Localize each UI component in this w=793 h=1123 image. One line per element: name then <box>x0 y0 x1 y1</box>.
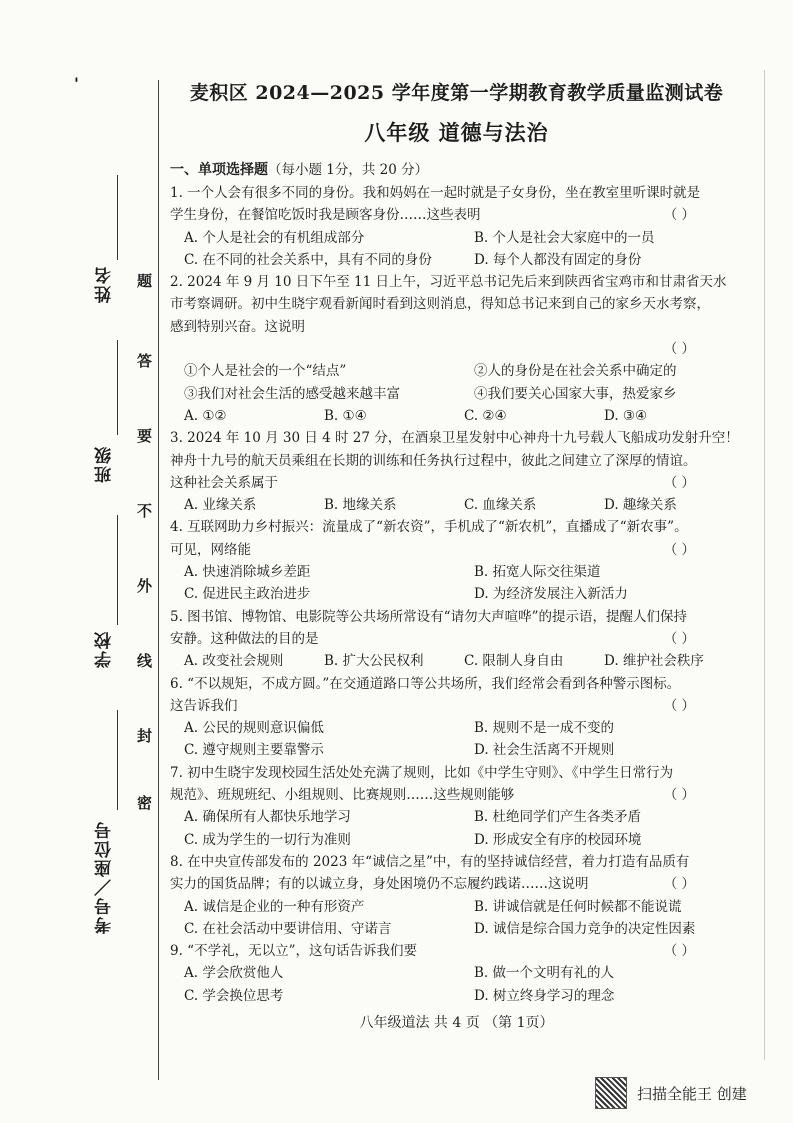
option-b[interactable]: B. 个人是社会大家庭中的一员 <box>474 229 655 246</box>
question-stem-line <box>170 628 725 650</box>
option-row <box>170 405 725 427</box>
question-stem-line: 4. 互联网助力乡村振兴：流量成了“新农资”，手机成了“新农机”，直播成了“新农事”。 <box>170 519 688 536</box>
question-stem-line: 1. 一个人会有很多不同的身份。我和妈妈在一起时就是子女身份，坐在教室里听课时就是 <box>170 185 701 201</box>
option-row <box>170 985 725 1007</box>
binding-seal-line <box>158 80 159 1080</box>
option-b[interactable]: B. 做一个文明有礼的人 <box>474 965 615 982</box>
sub-option-row <box>170 383 725 405</box>
sub-option-2: ②人的身份是在社会关系中确定的 <box>474 363 677 380</box>
class-label: 班级 <box>95 445 115 483</box>
question-stem-text: 这告诉我们 <box>170 697 238 714</box>
option-d[interactable]: D. 维护社会秩序 <box>604 653 704 670</box>
answer-paren[interactable]: （ ） <box>663 474 695 491</box>
seat-label: 考号／座位号 <box>95 820 115 934</box>
question-stem-line: 7. 初中生晓宇发现校园生活处处充满了规则，比如《中学生守则》、《中学生日常行为 <box>170 764 674 781</box>
seat-blank <box>117 710 118 810</box>
option-c[interactable]: C. ②④ <box>464 407 507 424</box>
seal-char: 答 <box>137 352 153 370</box>
option-d[interactable]: D. 趣缘关系 <box>604 497 677 514</box>
option-d[interactable]: D. 诚信是综合国力竞争的决定性因素 <box>474 920 696 937</box>
option-a[interactable]: A. ①② <box>184 407 227 424</box>
option-row <box>170 739 725 761</box>
answer-paren[interactable]: （ ） <box>663 630 695 647</box>
option-row <box>170 717 725 739</box>
question-2 <box>170 271 725 427</box>
answer-paren[interactable]: （ ） <box>663 207 695 224</box>
option-d[interactable]: D. ③④ <box>604 407 648 424</box>
exam-subtitle: 八年级 道德与法治 <box>364 120 549 145</box>
option-a[interactable]: A. 确保所有人都快乐地学习 <box>184 809 351 826</box>
question-stem-text: 9. “不学礼，无以立”，这句话告诉我们要 <box>170 943 417 960</box>
question-7 <box>170 762 725 851</box>
option-b[interactable]: B. 规则不是一成不变的 <box>474 720 615 737</box>
option-a[interactable]: A. 快速消除城乡差距 <box>184 564 311 581</box>
answer-paren-line <box>170 338 725 360</box>
page-right-border <box>764 70 765 1060</box>
option-c[interactable]: C. 限制人身自由 <box>464 653 564 670</box>
qr-code-icon <box>595 1077 627 1109</box>
question-stem-line: 感到特别兴奋。这说明 <box>170 318 305 335</box>
question-stem-line <box>170 695 725 717</box>
option-c[interactable]: C. 血缘关系 <box>464 497 537 514</box>
option-c[interactable]: C. 在不同的社会关系中，具有不同的身份 <box>184 251 432 268</box>
sub-option-1: ①个人是社会的一个“结点” <box>184 363 347 380</box>
question-4 <box>170 516 725 605</box>
sub-option-3: ③我们对社会生活的感受越来越丰富 <box>184 385 400 402</box>
option-c[interactable]: C. 学会换位思考 <box>184 987 284 1004</box>
answer-paren[interactable]: （ ） <box>663 943 695 960</box>
name-blank <box>117 175 118 260</box>
option-row <box>170 918 725 940</box>
option-b[interactable]: B. 讲诚信就是任何时候都不能说谎 <box>474 898 682 915</box>
option-b[interactable]: B. 杜绝同学们产生各类矛盾 <box>474 809 642 826</box>
option-b[interactable]: B. 拓宽人际交往渠道 <box>474 564 601 581</box>
exam-title: 麦积区 2024—2025 学年度第一学期教育教学质量监测试卷 <box>189 82 724 104</box>
corner-mark: ' <box>74 74 79 93</box>
question-stem-text: 规范》、班规班纪、小组规则、比赛规则……这些规则能够 <box>170 787 515 804</box>
option-d[interactable]: D. 为经济发展注入新活力 <box>474 586 628 603</box>
answer-paren[interactable]: （ ） <box>663 341 695 358</box>
option-b[interactable]: B. 扩大公民权利 <box>324 653 424 670</box>
question-list <box>170 182 739 1007</box>
option-row <box>170 829 725 851</box>
sub-option-row <box>170 360 725 382</box>
option-row <box>170 583 725 605</box>
question-9 <box>170 940 725 1007</box>
seal-char: 不 <box>137 502 153 520</box>
seal-char: 封 <box>137 727 153 745</box>
option-a[interactable]: A. 个人是社会的有机组成部分 <box>184 229 365 246</box>
school-label: 学校 <box>95 630 115 668</box>
option-b[interactable]: B. 地缘关系 <box>324 497 397 514</box>
question-stem-line <box>170 940 725 962</box>
watermark-text: 扫描全能王 创建 <box>637 1084 747 1103</box>
section-note: （每小题 1分，共 20 分） <box>268 162 429 178</box>
question-6 <box>170 673 725 762</box>
school-blank <box>117 515 118 625</box>
question-stem-line: 3. 2024 年 10 月 30 日 4 时 27 分，在酒泉卫星发射中心神舟十九号载人飞船成功发射升空！ <box>170 430 739 447</box>
question-5 <box>170 606 725 673</box>
option-a[interactable]: A. 学会欣赏他人 <box>184 965 284 982</box>
option-row <box>170 650 725 672</box>
option-a[interactable]: A. 诚信是企业的一种有形资产 <box>184 898 365 915</box>
seal-char: 要 <box>137 427 153 445</box>
question-stem-line: 8. 在中央宣传部发布的 2023 年“诚信之星”中，有的坚持诚信经营，着力打造有品质有 <box>170 853 690 870</box>
sub-option-4: ④我们要关心国家大事，热爱家乡 <box>474 385 677 402</box>
section-heading-text: 一、单项选择题 <box>170 162 268 178</box>
option-a[interactable]: A. 业缘关系 <box>184 497 257 514</box>
question-stem-line: 2. 2024 年 9 月 10 日下午至 11 日上午，习近平总书记先后来到陕西省宝鸡市和甘肃省天水 <box>170 274 727 291</box>
question-1 <box>170 182 725 271</box>
answer-paren[interactable]: （ ） <box>663 787 695 804</box>
option-c[interactable]: C. 促进民主政治进步 <box>184 586 311 603</box>
section-heading <box>170 158 428 179</box>
question-stem-line <box>170 472 725 494</box>
seal-char: 外 <box>137 577 153 595</box>
option-b[interactable]: B. ①④ <box>324 407 367 424</box>
option-row <box>170 494 725 516</box>
option-c[interactable]: C. 在社会活动中要讲信用、守诺言 <box>184 920 392 937</box>
question-3 <box>170 427 739 516</box>
option-d[interactable]: D. 树立终身学习的理念 <box>474 987 615 1004</box>
option-d[interactable]: D. 每个人都没有固定的身份 <box>474 251 642 268</box>
seal-char: 题 <box>137 272 153 290</box>
option-row <box>170 962 725 984</box>
name-label: 姓名 <box>95 265 115 303</box>
question-stem-line <box>170 204 725 226</box>
page-footer: 八年级道法 共 4 页 （第 1页） <box>359 1015 554 1031</box>
answer-paren[interactable]: （ ） <box>663 876 695 893</box>
option-a[interactable]: A. 公民的规则意识偏低 <box>184 720 324 737</box>
answer-paren[interactable]: （ ） <box>663 541 695 558</box>
option-a[interactable]: A. 改变社会规则 <box>184 653 284 670</box>
scanner-watermark <box>595 1077 747 1109</box>
question-stem-line <box>170 784 725 806</box>
class-blank <box>117 340 118 435</box>
option-row <box>170 249 725 271</box>
option-row <box>170 806 725 828</box>
question-stem-line: 5. 图书馆、博物馆、电影院等公共场所常设有“请勿大声喧哗”的提示语，提醒人们保持 <box>170 608 687 625</box>
option-row <box>170 561 725 583</box>
question-stem-text: 安静。这种做法的目的是 <box>170 630 319 647</box>
seal-char: 密 <box>137 794 153 812</box>
option-c[interactable]: C. 遵守规则主要靠警示 <box>184 742 324 759</box>
option-c[interactable]: C. 成为学生的一切行为准则 <box>184 831 351 848</box>
question-stem-text: 这种社会关系属于 <box>170 474 278 491</box>
question-stem-line: 市考察调研。初中生晓宇观看新闻时看到这则消息，得知总书记来到自己的家乡天水考察， <box>170 296 710 313</box>
question-stem-line: 6. “不以规矩，不成方圆。”在交通道路口等公共场所，我们经常会看到各种警示图标。 <box>170 675 681 692</box>
question-stem-line: 神舟十九号的航天员乘组在长期的训练和任务执行过程中，彼此之间建立了深厚的情谊。 <box>170 452 697 469</box>
question-stem-text: 实力的国货品牌；有的以诚立身，身处困境仍不忘履约践诺……这说明 <box>170 876 589 893</box>
question-stem-line <box>170 873 725 895</box>
option-row <box>170 227 725 249</box>
option-row <box>170 896 725 918</box>
question-8 <box>170 851 725 940</box>
question-stem-text: 可见，网络能 <box>170 541 251 558</box>
option-d[interactable]: D. 社会生活离不开规则 <box>474 742 615 759</box>
answer-paren[interactable]: （ ） <box>663 697 695 714</box>
question-stem-text: 学生身份，在餐馆吃饭时我是顾客身份……这些表明 <box>170 207 481 224</box>
question-stem-line <box>170 539 725 561</box>
seal-char: 线 <box>137 652 153 670</box>
option-d[interactable]: D. 形成安全有序的校园环境 <box>474 831 642 848</box>
